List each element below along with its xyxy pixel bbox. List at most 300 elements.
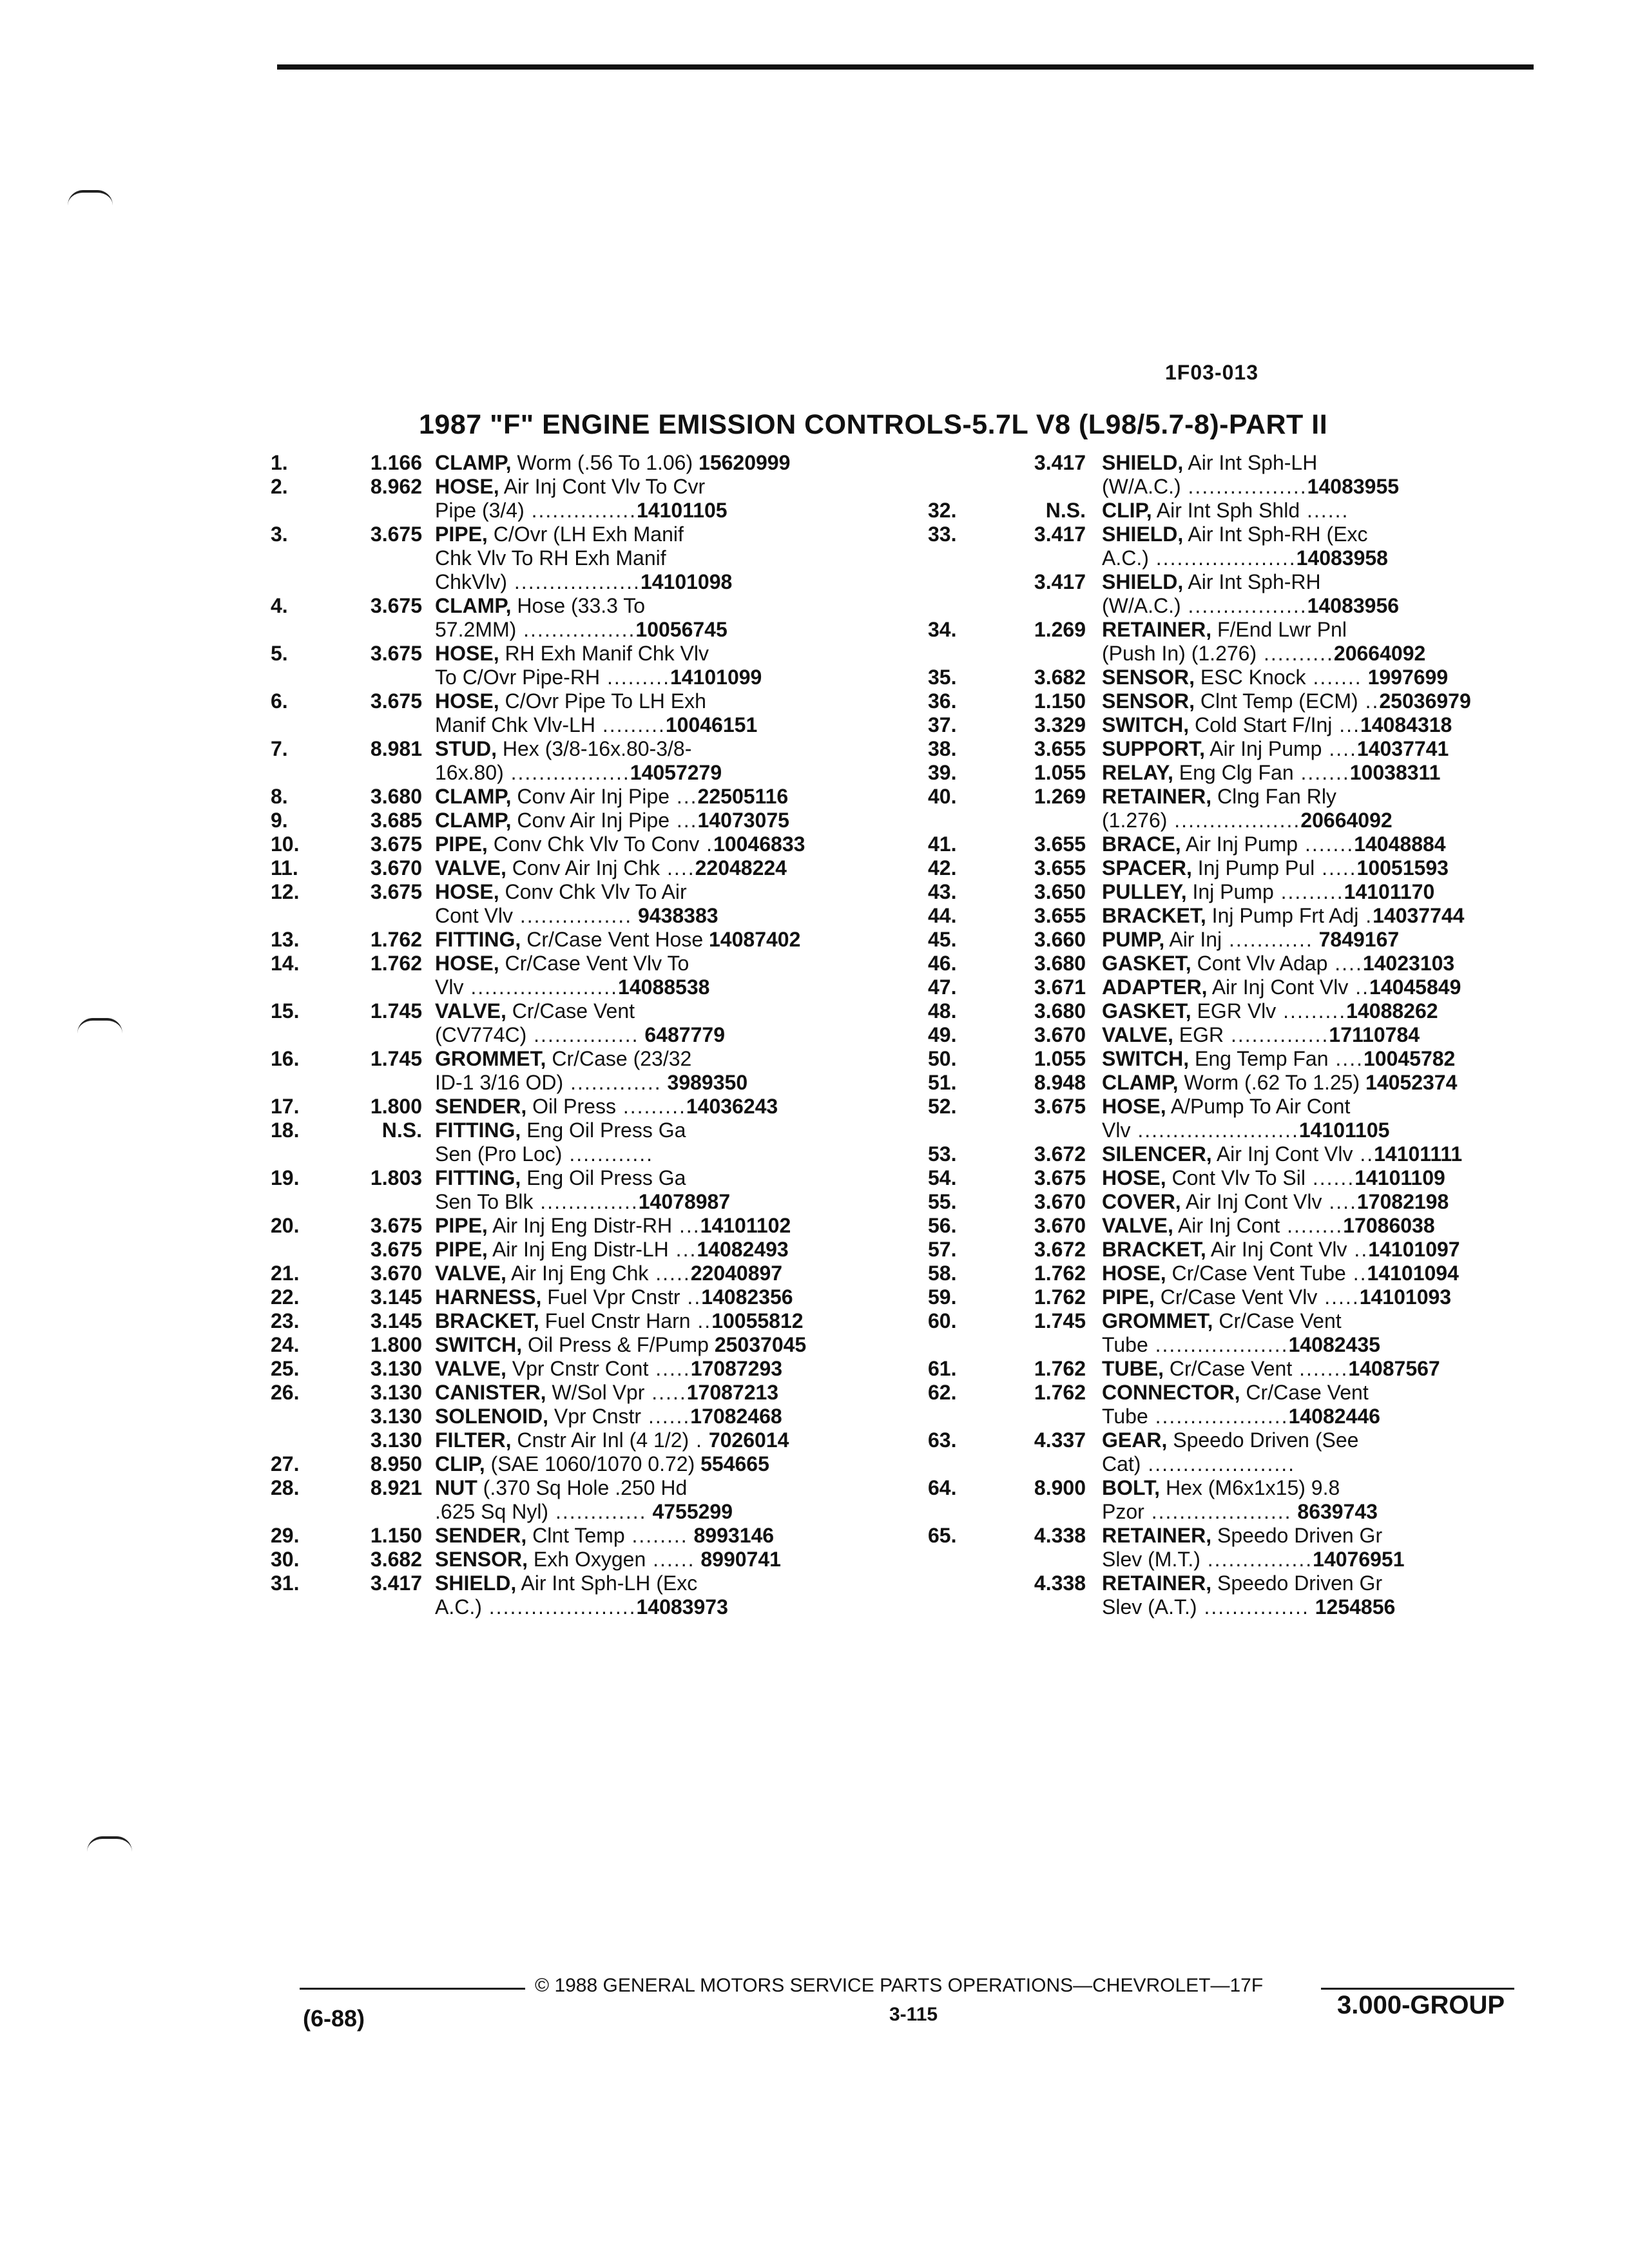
part-name: HOSE, xyxy=(435,880,499,903)
part-number: 8990741 xyxy=(695,1548,781,1571)
part-name: RELAY, xyxy=(1102,761,1173,784)
description-line xyxy=(1102,1166,1559,1190)
part-entry xyxy=(928,952,1559,975)
description-text: Air Inj xyxy=(1164,928,1222,951)
part-entry xyxy=(928,1238,1559,1262)
part-number: 10056745 xyxy=(635,618,728,641)
description-line xyxy=(1102,475,1559,499)
leader-dots: .................. xyxy=(1167,809,1301,832)
description-text: EGR Vlv xyxy=(1191,999,1277,1023)
leader-dots: ....... xyxy=(1306,666,1362,689)
description-line xyxy=(435,689,896,713)
description-line xyxy=(1102,1428,1559,1452)
description-line xyxy=(435,1142,896,1166)
part-number: 25037045 xyxy=(708,1333,807,1356)
description-line xyxy=(1102,761,1559,785)
description-line xyxy=(1102,737,1559,761)
description-line xyxy=(1102,856,1559,880)
part-entry xyxy=(271,1309,896,1333)
part-entry xyxy=(928,928,1559,952)
part-name: CLAMP, xyxy=(435,594,512,617)
description-text: Slev (A.T.) xyxy=(1102,1595,1197,1619)
description-line xyxy=(1102,1262,1559,1285)
part-description xyxy=(1102,1190,1559,1214)
part-description xyxy=(1102,1166,1559,1190)
description-line xyxy=(1102,1309,1559,1333)
leader-dots: ............ xyxy=(1222,928,1313,951)
description-text: Speedo Driven Gr xyxy=(1211,1571,1383,1595)
description-line xyxy=(435,1357,896,1381)
part-number: 10055812 xyxy=(711,1309,804,1332)
leader-dots: .... xyxy=(660,856,695,879)
part-name: SILENCER, xyxy=(1102,1142,1212,1166)
part-number: 14037741 xyxy=(1356,737,1449,760)
part-name: GASKET, xyxy=(1102,999,1191,1023)
description-text: Air Int Sph-LH xyxy=(1183,451,1318,474)
item-number: 41. xyxy=(928,832,957,856)
leader-dots: ............... xyxy=(526,1023,639,1046)
part-name: SENDER, xyxy=(435,1524,527,1547)
description-line xyxy=(435,737,896,761)
description-line xyxy=(435,952,896,975)
group-number: 3.329 xyxy=(1034,713,1086,736)
part-name: COVER, xyxy=(1102,1190,1181,1213)
group-number: 8.921 xyxy=(370,1476,422,1499)
item-number: 40. xyxy=(928,785,957,808)
description-text: Eng Oil Press Ga xyxy=(521,1166,686,1189)
description-line xyxy=(435,451,896,475)
footer-rule xyxy=(1321,1988,1514,1990)
description-text: Cont Vlv Adap xyxy=(1191,952,1328,975)
part-description xyxy=(1102,1357,1559,1381)
part-number: 10045782 xyxy=(1363,1047,1456,1070)
description-line xyxy=(1102,1047,1559,1071)
leader-dots: ................ xyxy=(516,618,636,641)
part-description xyxy=(435,785,896,809)
description-text: Oil Press & F/Pump xyxy=(522,1333,709,1356)
leader-dots: .... xyxy=(1322,737,1357,760)
part-description xyxy=(435,1095,896,1119)
part-entry xyxy=(271,642,896,689)
part-name: VALVE, xyxy=(1102,1214,1173,1237)
item-number: 55. xyxy=(928,1190,957,1213)
item-number: 28. xyxy=(271,1476,300,1499)
description-line xyxy=(435,1595,896,1619)
part-entry xyxy=(271,1571,896,1619)
description-text: Conv Air Inj Chk xyxy=(506,856,660,879)
part-description xyxy=(1102,1071,1559,1095)
description-line xyxy=(435,1238,896,1262)
part-number: 17087293 xyxy=(690,1357,783,1380)
part-description xyxy=(435,832,896,856)
item-number: 2. xyxy=(271,475,288,498)
description-text: 16x.80) xyxy=(435,761,504,784)
group-number: 1.803 xyxy=(370,1166,422,1189)
part-number: 14083973 xyxy=(636,1595,728,1619)
leader-dots: ............... xyxy=(1200,1548,1313,1571)
part-number: 14101105 xyxy=(1298,1119,1390,1142)
description-text: Air Int Sph-RH (Exc xyxy=(1183,523,1368,546)
part-entry xyxy=(271,1405,896,1428)
description-text: Eng Temp Fan xyxy=(1189,1047,1329,1070)
part-description xyxy=(1102,737,1559,761)
part-entry xyxy=(271,952,896,999)
leader-dots: ..... xyxy=(1317,1285,1360,1309)
part-name: HOSE, xyxy=(1102,1262,1166,1285)
group-number: 3.685 xyxy=(370,809,422,832)
part-number: 14083956 xyxy=(1307,594,1400,617)
description-line xyxy=(1102,928,1559,952)
leader-dots: ......... xyxy=(1273,880,1344,903)
group-number: 3.145 xyxy=(370,1309,422,1332)
leader-dots: . xyxy=(689,1428,703,1452)
part-number: 14048884 xyxy=(1354,832,1446,856)
description-text: To C/Ovr Pipe-RH xyxy=(435,666,601,689)
part-description xyxy=(435,1524,896,1548)
item-number: 14. xyxy=(271,952,300,975)
description-line xyxy=(435,832,896,856)
item-number: 56. xyxy=(928,1214,957,1237)
group-number: 1.166 xyxy=(370,451,422,474)
group-number: 3.670 xyxy=(370,1262,422,1285)
leader-dots: .............. xyxy=(1224,1023,1329,1046)
description-line xyxy=(435,499,896,523)
description-text: Vpr Cnstr xyxy=(548,1405,642,1428)
group-number: 3.417 xyxy=(1034,570,1086,593)
part-name: SHIELD, xyxy=(1102,570,1184,593)
part-name: SHIELD, xyxy=(435,1571,517,1595)
part-name: GROMMET, xyxy=(1102,1309,1213,1332)
part-number: 10046833 xyxy=(713,832,805,856)
description-text: .625 Sq Nyl) xyxy=(435,1500,549,1523)
part-description xyxy=(1102,666,1559,689)
part-number: 8993146 xyxy=(688,1524,775,1547)
description-text: Tube xyxy=(1102,1333,1148,1356)
description-text: (W/A.C.) xyxy=(1102,475,1181,498)
part-description xyxy=(1102,761,1559,785)
part-name: PIPE, xyxy=(435,1238,488,1261)
part-entry xyxy=(928,1476,1559,1524)
part-number: 554665 xyxy=(695,1452,769,1475)
description-text: Chk Vlv To RH Exh Manif xyxy=(435,546,666,570)
part-name: SUPPORT, xyxy=(1102,737,1206,760)
description-text: Air Inj Cont Vlv xyxy=(1207,975,1349,999)
item-number: 9. xyxy=(271,809,288,832)
description-line xyxy=(435,856,896,880)
group-number: 3.675 xyxy=(370,1214,422,1237)
part-description xyxy=(435,475,896,523)
description-line xyxy=(1102,523,1559,546)
part-description xyxy=(435,880,896,928)
leader-dots: ... xyxy=(1332,713,1360,736)
description-text: Tube xyxy=(1102,1405,1148,1428)
part-entry xyxy=(928,856,1559,880)
part-number: 14045849 xyxy=(1369,975,1461,999)
part-name: PIPE, xyxy=(435,832,488,856)
item-number: 5. xyxy=(271,642,288,665)
item-number: 1. xyxy=(271,451,288,474)
part-name: GASKET, xyxy=(1102,952,1191,975)
description-text: Vlv xyxy=(1102,1119,1131,1142)
leader-dots: .............. xyxy=(533,1190,639,1213)
part-name: HOSE, xyxy=(1102,1166,1166,1189)
part-name: CLAMP, xyxy=(435,809,512,832)
part-description xyxy=(435,594,896,642)
part-description xyxy=(435,1571,896,1619)
item-number: 11. xyxy=(271,856,298,879)
part-number: 1997699 xyxy=(1362,666,1449,689)
group-number: 1.745 xyxy=(1034,1309,1086,1332)
leader-dots: ... xyxy=(669,809,698,832)
description-text: Clng Fan Rly xyxy=(1211,785,1336,808)
part-description xyxy=(1102,523,1559,570)
group-number: 3.682 xyxy=(370,1548,422,1571)
part-name: CLAMP, xyxy=(1102,1071,1179,1094)
group-number: 3.675 xyxy=(370,642,422,665)
leader-dots: .... xyxy=(1328,1047,1364,1070)
part-description xyxy=(1102,1238,1559,1262)
item-number: 24. xyxy=(271,1333,300,1356)
description-text: Manif Chk Vlv-LH xyxy=(435,713,595,736)
part-description xyxy=(435,809,896,832)
top-rule xyxy=(277,64,1534,70)
part-number: 14088262 xyxy=(1346,999,1438,1023)
revision-date: (6-88) xyxy=(303,2005,365,2032)
description-text: (SAE 1060/1070 0.72) xyxy=(485,1452,695,1475)
group-number: 3.655 xyxy=(1034,832,1086,856)
leader-dots: ................... xyxy=(1148,1333,1289,1356)
page-number: 3-115 xyxy=(889,2004,938,2025)
part-description xyxy=(1102,1428,1559,1476)
part-number: 7026014 xyxy=(702,1428,789,1452)
description-text: Cr/Case Vent Vlv xyxy=(1154,1285,1318,1309)
part-entry xyxy=(271,1285,896,1309)
part-name: BRACE, xyxy=(1102,832,1181,856)
description-line xyxy=(1102,1595,1559,1619)
description-text: Fuel Vpr Cnstr xyxy=(541,1285,680,1309)
part-number: 22505116 xyxy=(697,785,789,808)
part-description xyxy=(435,928,896,952)
part-entry xyxy=(928,975,1559,999)
leader-dots: .. xyxy=(1345,1262,1367,1285)
parts-list-left xyxy=(271,451,896,1619)
part-number: 14073075 xyxy=(697,809,789,832)
group-number: 3.680 xyxy=(370,785,422,808)
part-entry xyxy=(928,713,1559,737)
group-number: 3.655 xyxy=(1034,737,1086,760)
part-number: 15620999 xyxy=(693,451,791,474)
description-line xyxy=(435,523,896,546)
leader-dots: .................... xyxy=(1148,546,1296,570)
leader-dots: ......... xyxy=(1276,999,1347,1023)
item-number: 6. xyxy=(271,689,288,713)
part-name: RETAINER, xyxy=(1102,618,1212,641)
group-number: 1.800 xyxy=(370,1095,422,1118)
description-text: Conv Air Inj Pipe xyxy=(511,785,670,808)
leader-dots: ............... xyxy=(524,499,637,522)
leader-dots: ..... xyxy=(648,1262,691,1285)
leader-dots: ..... xyxy=(1315,856,1357,879)
description-text: RH Exh Manif Chk Vlv xyxy=(499,642,709,665)
part-entry xyxy=(928,737,1559,761)
part-entry xyxy=(271,689,896,737)
group-number: 1.762 xyxy=(1034,1357,1086,1380)
item-number: 52. xyxy=(928,1095,957,1118)
description-text: ChkVlv) xyxy=(435,570,508,593)
description-line xyxy=(1102,642,1559,666)
part-number: 20664092 xyxy=(1333,642,1426,665)
part-name: CLIP, xyxy=(435,1452,485,1475)
description-line xyxy=(1102,689,1559,713)
part-number: 9438383 xyxy=(632,904,718,927)
description-text: Air Inj Cont Vlv xyxy=(1206,1238,1347,1261)
part-name: CLIP, xyxy=(1102,499,1152,522)
description-line xyxy=(435,904,896,928)
part-description xyxy=(435,1428,896,1452)
leader-dots: ................. xyxy=(503,761,630,784)
part-entry xyxy=(271,1333,896,1357)
description-line xyxy=(435,1333,896,1357)
group-number: 1.269 xyxy=(1034,785,1086,808)
part-number: 1254856 xyxy=(1309,1595,1396,1619)
part-number: 17087213 xyxy=(686,1381,779,1404)
part-entry xyxy=(271,999,896,1047)
description-text: Cont Vlv To Sil xyxy=(1166,1166,1306,1189)
part-entry xyxy=(271,1548,896,1571)
description-text: Cr/Case Vent Tube xyxy=(1166,1262,1346,1285)
description-line xyxy=(1102,1119,1559,1142)
description-line xyxy=(1102,1190,1559,1214)
part-entry xyxy=(928,761,1559,785)
item-number: 42. xyxy=(928,856,957,879)
description-line xyxy=(1102,1524,1559,1548)
part-description xyxy=(1102,856,1559,880)
leader-dots: ......... xyxy=(600,666,670,689)
leader-dots: ..................... xyxy=(463,975,619,999)
part-number: 14083955 xyxy=(1307,475,1400,498)
part-entry xyxy=(928,785,1559,832)
description-line xyxy=(435,666,896,689)
description-text: C/Ovr (LH Exh Manif xyxy=(487,523,684,546)
part-description xyxy=(435,451,896,475)
part-entry xyxy=(271,1262,896,1285)
group-number: 3.675 xyxy=(370,689,422,713)
item-number: 57. xyxy=(928,1238,957,1261)
binder-hole-mark xyxy=(87,1836,132,1852)
part-name: TUBE, xyxy=(1102,1357,1164,1380)
part-name: VALVE, xyxy=(435,999,506,1023)
leader-dots: ......... xyxy=(595,713,666,736)
part-name: RETAINER, xyxy=(1102,1524,1212,1547)
part-entry xyxy=(928,1571,1559,1619)
item-number: 47. xyxy=(928,975,957,999)
group-number: 8.900 xyxy=(1034,1476,1086,1499)
part-name: STUD, xyxy=(435,737,497,760)
item-number: 37. xyxy=(928,713,957,736)
description-text: ID-1 3/16 OD) xyxy=(435,1071,564,1094)
part-entry xyxy=(271,928,896,952)
part-entry xyxy=(271,1119,896,1166)
leader-dots: .. xyxy=(1347,1238,1369,1261)
part-number: 22040897 xyxy=(690,1262,783,1285)
part-description xyxy=(1102,1524,1559,1571)
leader-dots: ...... xyxy=(1300,499,1349,522)
part-entry xyxy=(928,832,1559,856)
part-description xyxy=(435,1262,896,1285)
group-number: 3.417 xyxy=(1034,451,1086,474)
leader-dots: ............. xyxy=(548,1500,647,1523)
part-name: SENSOR, xyxy=(1102,689,1195,713)
group-number: 8.948 xyxy=(1034,1071,1086,1094)
description-line xyxy=(1102,713,1559,737)
part-description xyxy=(435,523,896,594)
part-entry xyxy=(928,570,1559,618)
part-description xyxy=(1102,1476,1559,1524)
description-text: Air Inj Cont xyxy=(1173,1214,1280,1237)
group-number: 3.670 xyxy=(1034,1190,1086,1213)
part-number: 14078987 xyxy=(638,1190,731,1213)
leader-dots: .. xyxy=(690,1309,712,1332)
part-name: RETAINER, xyxy=(1102,1571,1212,1595)
description-line xyxy=(1102,1548,1559,1571)
part-description xyxy=(435,642,896,689)
part-number: 14101111 xyxy=(1374,1142,1463,1166)
description-line xyxy=(435,1452,896,1476)
part-entry xyxy=(928,1285,1559,1309)
description-line xyxy=(1102,451,1559,475)
part-number: 10051593 xyxy=(1356,856,1449,879)
group-number: 1.762 xyxy=(370,952,422,975)
part-name: PULLEY, xyxy=(1102,880,1187,903)
description-line xyxy=(435,1571,896,1595)
leader-dots: ....................... xyxy=(1130,1119,1299,1142)
leader-dots: . xyxy=(1358,904,1373,927)
description-text: Hex (M6x1x15) 9.8 xyxy=(1160,1476,1340,1499)
description-line xyxy=(435,618,896,642)
part-entry xyxy=(271,451,896,475)
leader-dots: ................. xyxy=(1181,475,1307,498)
group-number: 1.055 xyxy=(1034,761,1086,784)
part-description xyxy=(435,1047,896,1095)
description-text: ESC Knock xyxy=(1195,666,1306,689)
part-name: BOLT, xyxy=(1102,1476,1161,1499)
leader-dots: ................ xyxy=(512,904,633,927)
leader-dots: ............... xyxy=(1197,1595,1309,1619)
part-entry xyxy=(928,499,1559,523)
part-name: FILTER, xyxy=(435,1428,512,1452)
part-entry xyxy=(928,1309,1559,1357)
part-description xyxy=(435,1214,896,1238)
group-number: 1.762 xyxy=(1034,1262,1086,1285)
part-entry xyxy=(928,689,1559,713)
part-entry xyxy=(271,785,896,809)
description-text: Air Int Sph-RH xyxy=(1183,570,1321,593)
item-number: 62. xyxy=(928,1381,957,1404)
part-description xyxy=(435,1238,896,1262)
description-line xyxy=(435,1119,896,1142)
part-name: RETAINER, xyxy=(1102,785,1212,808)
part-number: 17082468 xyxy=(690,1405,782,1428)
description-text: (CV774C) xyxy=(435,1023,527,1046)
part-entry xyxy=(271,809,896,832)
part-name: FITTING, xyxy=(435,1166,521,1189)
description-text: Sen To Blk xyxy=(435,1190,534,1213)
part-number: 14057279 xyxy=(630,761,722,784)
item-number: 35. xyxy=(928,666,957,689)
part-name: FITTING, xyxy=(435,1119,521,1142)
part-entry xyxy=(928,666,1559,689)
group-number: 3.670 xyxy=(1034,1023,1086,1046)
